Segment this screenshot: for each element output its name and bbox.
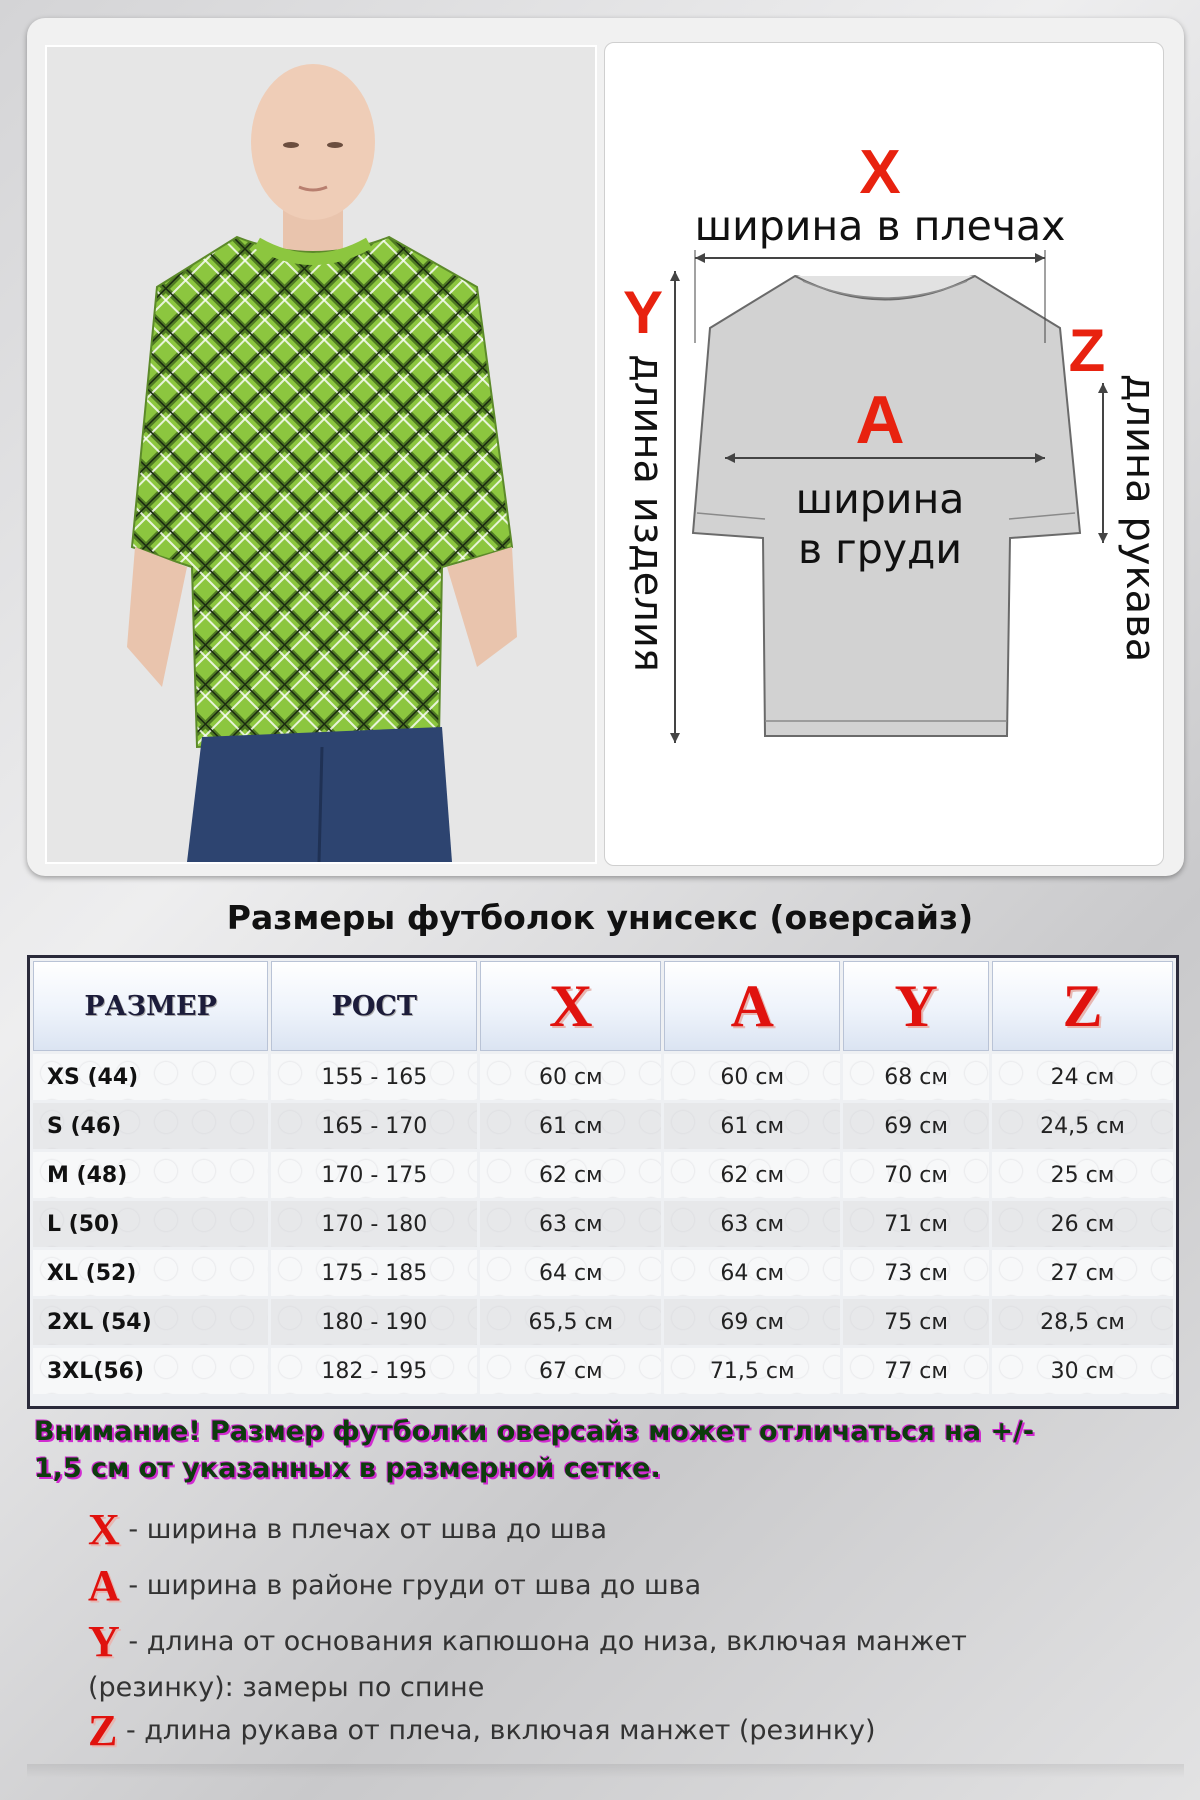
table-row <box>33 1152 1173 1198</box>
model-photo <box>45 45 597 864</box>
header-x: X <box>480 961 661 1051</box>
cell-z: 27 см <box>992 1250 1173 1296</box>
cell-x: 62 см <box>480 1152 661 1198</box>
cell-a: 69 см <box>664 1299 840 1345</box>
cell-height: 165 - 170 <box>271 1103 477 1149</box>
legend-item-z <box>88 1708 1178 1754</box>
cell-a: 60 см <box>664 1054 840 1100</box>
cell-a: 62 см <box>664 1152 840 1198</box>
diagram-label-z: длина рукава <box>1117 373 1163 663</box>
size-table <box>30 958 1176 1397</box>
cell-z: 24,5 см <box>992 1103 1173 1149</box>
cell-size: L (50) <box>33 1201 268 1247</box>
cell-height: 175 - 185 <box>271 1250 477 1296</box>
header-size: РАЗМЕР <box>33 961 268 1051</box>
cell-z: 30 см <box>992 1348 1173 1394</box>
bottom-shadow <box>27 1764 1184 1778</box>
table-row <box>33 1299 1173 1345</box>
cell-size: M (48) <box>33 1152 268 1198</box>
cell-a: 64 см <box>664 1250 840 1296</box>
warning-line-2: 1,5 см от указанных в размерной сетке. <box>34 1453 661 1484</box>
header-a: A <box>664 961 840 1051</box>
cell-a: 63 см <box>664 1201 840 1247</box>
table-row <box>33 1054 1173 1100</box>
cell-a: 71,5 см <box>664 1348 840 1394</box>
warning-note <box>34 1413 1164 1487</box>
table-row <box>33 1103 1173 1149</box>
legend-letter-a: A <box>88 1561 120 1610</box>
table-header-row <box>33 961 1173 1051</box>
warning-line-1: Внимание! Размер футболки оверсайз может отличаться на +/- <box>34 1416 1035 1447</box>
legend-text-z: - длина рукава от плеча, включая манжет (резинку) <box>117 1715 876 1746</box>
cell-height: 180 - 190 <box>271 1299 477 1345</box>
legend-item-a <box>88 1563 1178 1609</box>
cell-height: 170 - 175 <box>271 1152 477 1198</box>
legend-letter-z: Z <box>88 1706 118 1755</box>
legend-item-y <box>88 1619 1178 1665</box>
legend-text-y-cont: (резинку): замеры по спине <box>88 1672 485 1703</box>
diagram-letter-y: Y <box>622 279 664 346</box>
cell-x: 67 см <box>480 1348 661 1394</box>
cell-y: 75 см <box>843 1299 989 1345</box>
cell-y: 69 см <box>843 1103 989 1149</box>
cell-y: 68 см <box>843 1054 989 1100</box>
diagram-letter-x: X <box>859 138 901 207</box>
diagram-label-x: ширина в плечах <box>694 202 1066 250</box>
cell-x: 63 см <box>480 1201 661 1247</box>
cell-x: 60 см <box>480 1054 661 1100</box>
cell-x: 64 см <box>480 1250 661 1296</box>
diagram-label-a-line2: в груди <box>797 525 963 573</box>
legend-text-y: - длина от основания капюшона до низа, включая манжет <box>119 1626 967 1657</box>
cell-a: 61 см <box>664 1103 840 1149</box>
cell-size: 2XL (54) <box>33 1299 268 1345</box>
cell-height: 155 - 165 <box>271 1054 477 1100</box>
table-row <box>33 1250 1173 1296</box>
diagram-letter-a: A <box>855 382 905 458</box>
tshirt-diagram <box>605 43 1163 865</box>
measurement-diagram <box>604 42 1164 866</box>
cell-y: 77 см <box>843 1348 989 1394</box>
table-title: Размеры футболок унисекс (оверсайз) <box>226 898 974 937</box>
header-y: Y <box>843 961 989 1051</box>
legend-text-x: - ширина в плечах от шва до шва <box>119 1514 607 1545</box>
cell-y: 70 см <box>843 1152 989 1198</box>
cell-y: 71 см <box>843 1201 989 1247</box>
model-illustration <box>47 47 595 862</box>
diagram-label-y: длина изделия <box>625 354 671 672</box>
header-z: Z <box>992 961 1173 1051</box>
diagram-label-a-line1: ширина <box>795 475 965 523</box>
table-row <box>33 1348 1173 1394</box>
cell-size: S (46) <box>33 1103 268 1149</box>
cell-size: XS (44) <box>33 1054 268 1100</box>
size-table-container <box>27 955 1179 1409</box>
cell-size: XL (52) <box>33 1250 268 1296</box>
cell-z: 25 см <box>992 1152 1173 1198</box>
diagram-letter-z: Z <box>1068 317 1106 384</box>
cell-z: 28,5 см <box>992 1299 1173 1345</box>
cell-height: 170 - 180 <box>271 1201 477 1247</box>
cell-z: 24 см <box>992 1054 1173 1100</box>
cell-x: 61 см <box>480 1103 661 1149</box>
legend-letter-x: X <box>88 1505 120 1554</box>
cell-z: 26 см <box>992 1201 1173 1247</box>
legend-text-a: - ширина в районе груди от шва до шва <box>119 1570 702 1601</box>
legend-item-x <box>88 1507 1178 1553</box>
header-height: РОСТ <box>271 961 477 1051</box>
legend-letter-y: Y <box>88 1617 120 1666</box>
table-row <box>33 1201 1173 1247</box>
cell-y: 73 см <box>843 1250 989 1296</box>
cell-x: 65,5 см <box>480 1299 661 1345</box>
cell-height: 182 - 195 <box>271 1348 477 1394</box>
legend-item-y-cont <box>88 1665 1178 1711</box>
cell-size: 3XL(56) <box>33 1348 268 1394</box>
